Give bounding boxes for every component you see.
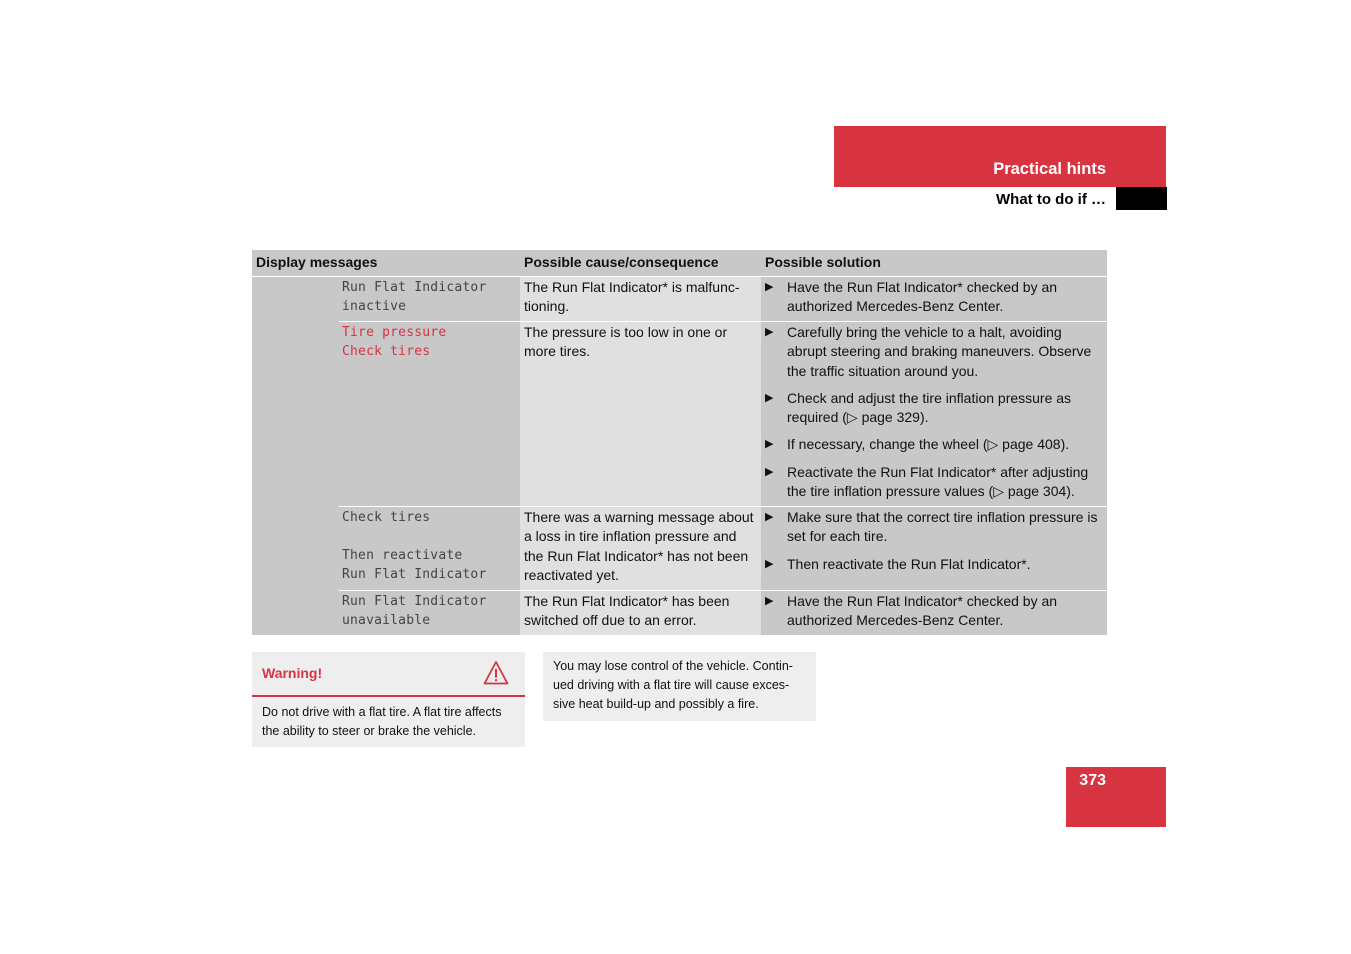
arrow-icon: ▶	[765, 391, 774, 404]
display-messages-table	[252, 250, 1107, 635]
cause-cell: The Run Flat Indicator* has been switched off due to an error.	[520, 591, 761, 635]
arrow-icon: ▶	[765, 557, 774, 570]
cause-cell: There was a warning message about a loss in tire inflation pressure and the Run Flat Indicator* has not been reactivated yet.	[520, 507, 761, 590]
solution-step: ▶ Have the Run Flat Indicator* checked by an authorized Mercedes-Benz Center.	[765, 592, 1103, 631]
arrow-icon: ▶	[765, 595, 774, 607]
display-message: Run Flat Indicator inactive	[339, 277, 520, 321]
arrow-icon: ▶	[765, 511, 774, 523]
arrow-icon: ▶	[765, 281, 774, 293]
section-title: Practical hints	[993, 160, 1106, 178]
page-number-tab	[1066, 767, 1166, 827]
subsection-title: What to do if …	[996, 191, 1106, 208]
column-header: Display messages	[256, 254, 378, 270]
solution-step: ▶ Have the Run Flat Indicator* checked by an authorized Mercedes-Benz Center.	[765, 278, 1103, 317]
cause-cell: The pressure is too low in one or more tires.	[520, 322, 761, 506]
table-header	[252, 250, 1107, 277]
page-number: 373	[1079, 772, 1106, 789]
table-row	[339, 590, 1107, 635]
solution-step: ▶ Then reactivate the Run Flat Indicator*.	[765, 555, 1103, 574]
table-row	[339, 321, 1107, 506]
solution-step: ▶ Check and adjust the tire inflation pressure as required (▷ page 329).	[765, 389, 1103, 428]
table-row	[339, 506, 1107, 590]
column-header: Possible cause/consequence	[524, 254, 719, 270]
solution-step: ▶ If necessary, change the wheel (▷ page 408).	[765, 435, 1103, 454]
display-message: Run Flat Indicator unavailable	[339, 591, 520, 635]
arrow-icon: ▶	[765, 326, 774, 338]
solution-cell	[761, 322, 1107, 506]
table-row	[339, 277, 1107, 321]
cause-cell: The Run Flat Indicator* is malfunc-tioning.	[520, 277, 761, 321]
column-header: Possible solution	[765, 254, 881, 270]
solution-step: ▶ Carefully bring the vehicle to a halt, avoiding abrupt steering and braking maneuvers. Observe the traffic situation around you.	[765, 323, 1103, 381]
solution-step: ▶ Make sure that the correct tire inflation pressure is set for each tire.	[765, 508, 1103, 547]
warning-triangle-icon	[483, 660, 509, 686]
solution-cell	[761, 507, 1107, 590]
arrow-icon: ▶	[765, 465, 774, 478]
arrow-icon: ▶	[765, 438, 774, 451]
table-indent	[252, 277, 339, 635]
display-message: Check tires Then reactivate Run Flat Indicator	[339, 507, 520, 590]
warning-continued-text: You may lose control of the vehicle. Contin-ued driving with a flat tire will cause exces-sive heat build-up and possibly a fire.	[543, 652, 816, 721]
display-message: Tire pressure Check tires	[339, 322, 520, 506]
warning-header	[252, 652, 525, 697]
warning-title: Warning!	[262, 665, 323, 681]
solution-step: ▶ Reactivate the Run Flat Indicator* after adjusting the tire inflation pressure values (▷ page 304).	[765, 463, 1103, 502]
warning-text: Do not drive with a flat tire. A flat tire affects the ability to steer or brake the vehicle.	[262, 705, 502, 738]
subsection-marker	[1116, 187, 1167, 210]
solution-cell	[761, 277, 1107, 321]
warning-box	[252, 652, 525, 747]
solution-cell	[761, 591, 1107, 635]
